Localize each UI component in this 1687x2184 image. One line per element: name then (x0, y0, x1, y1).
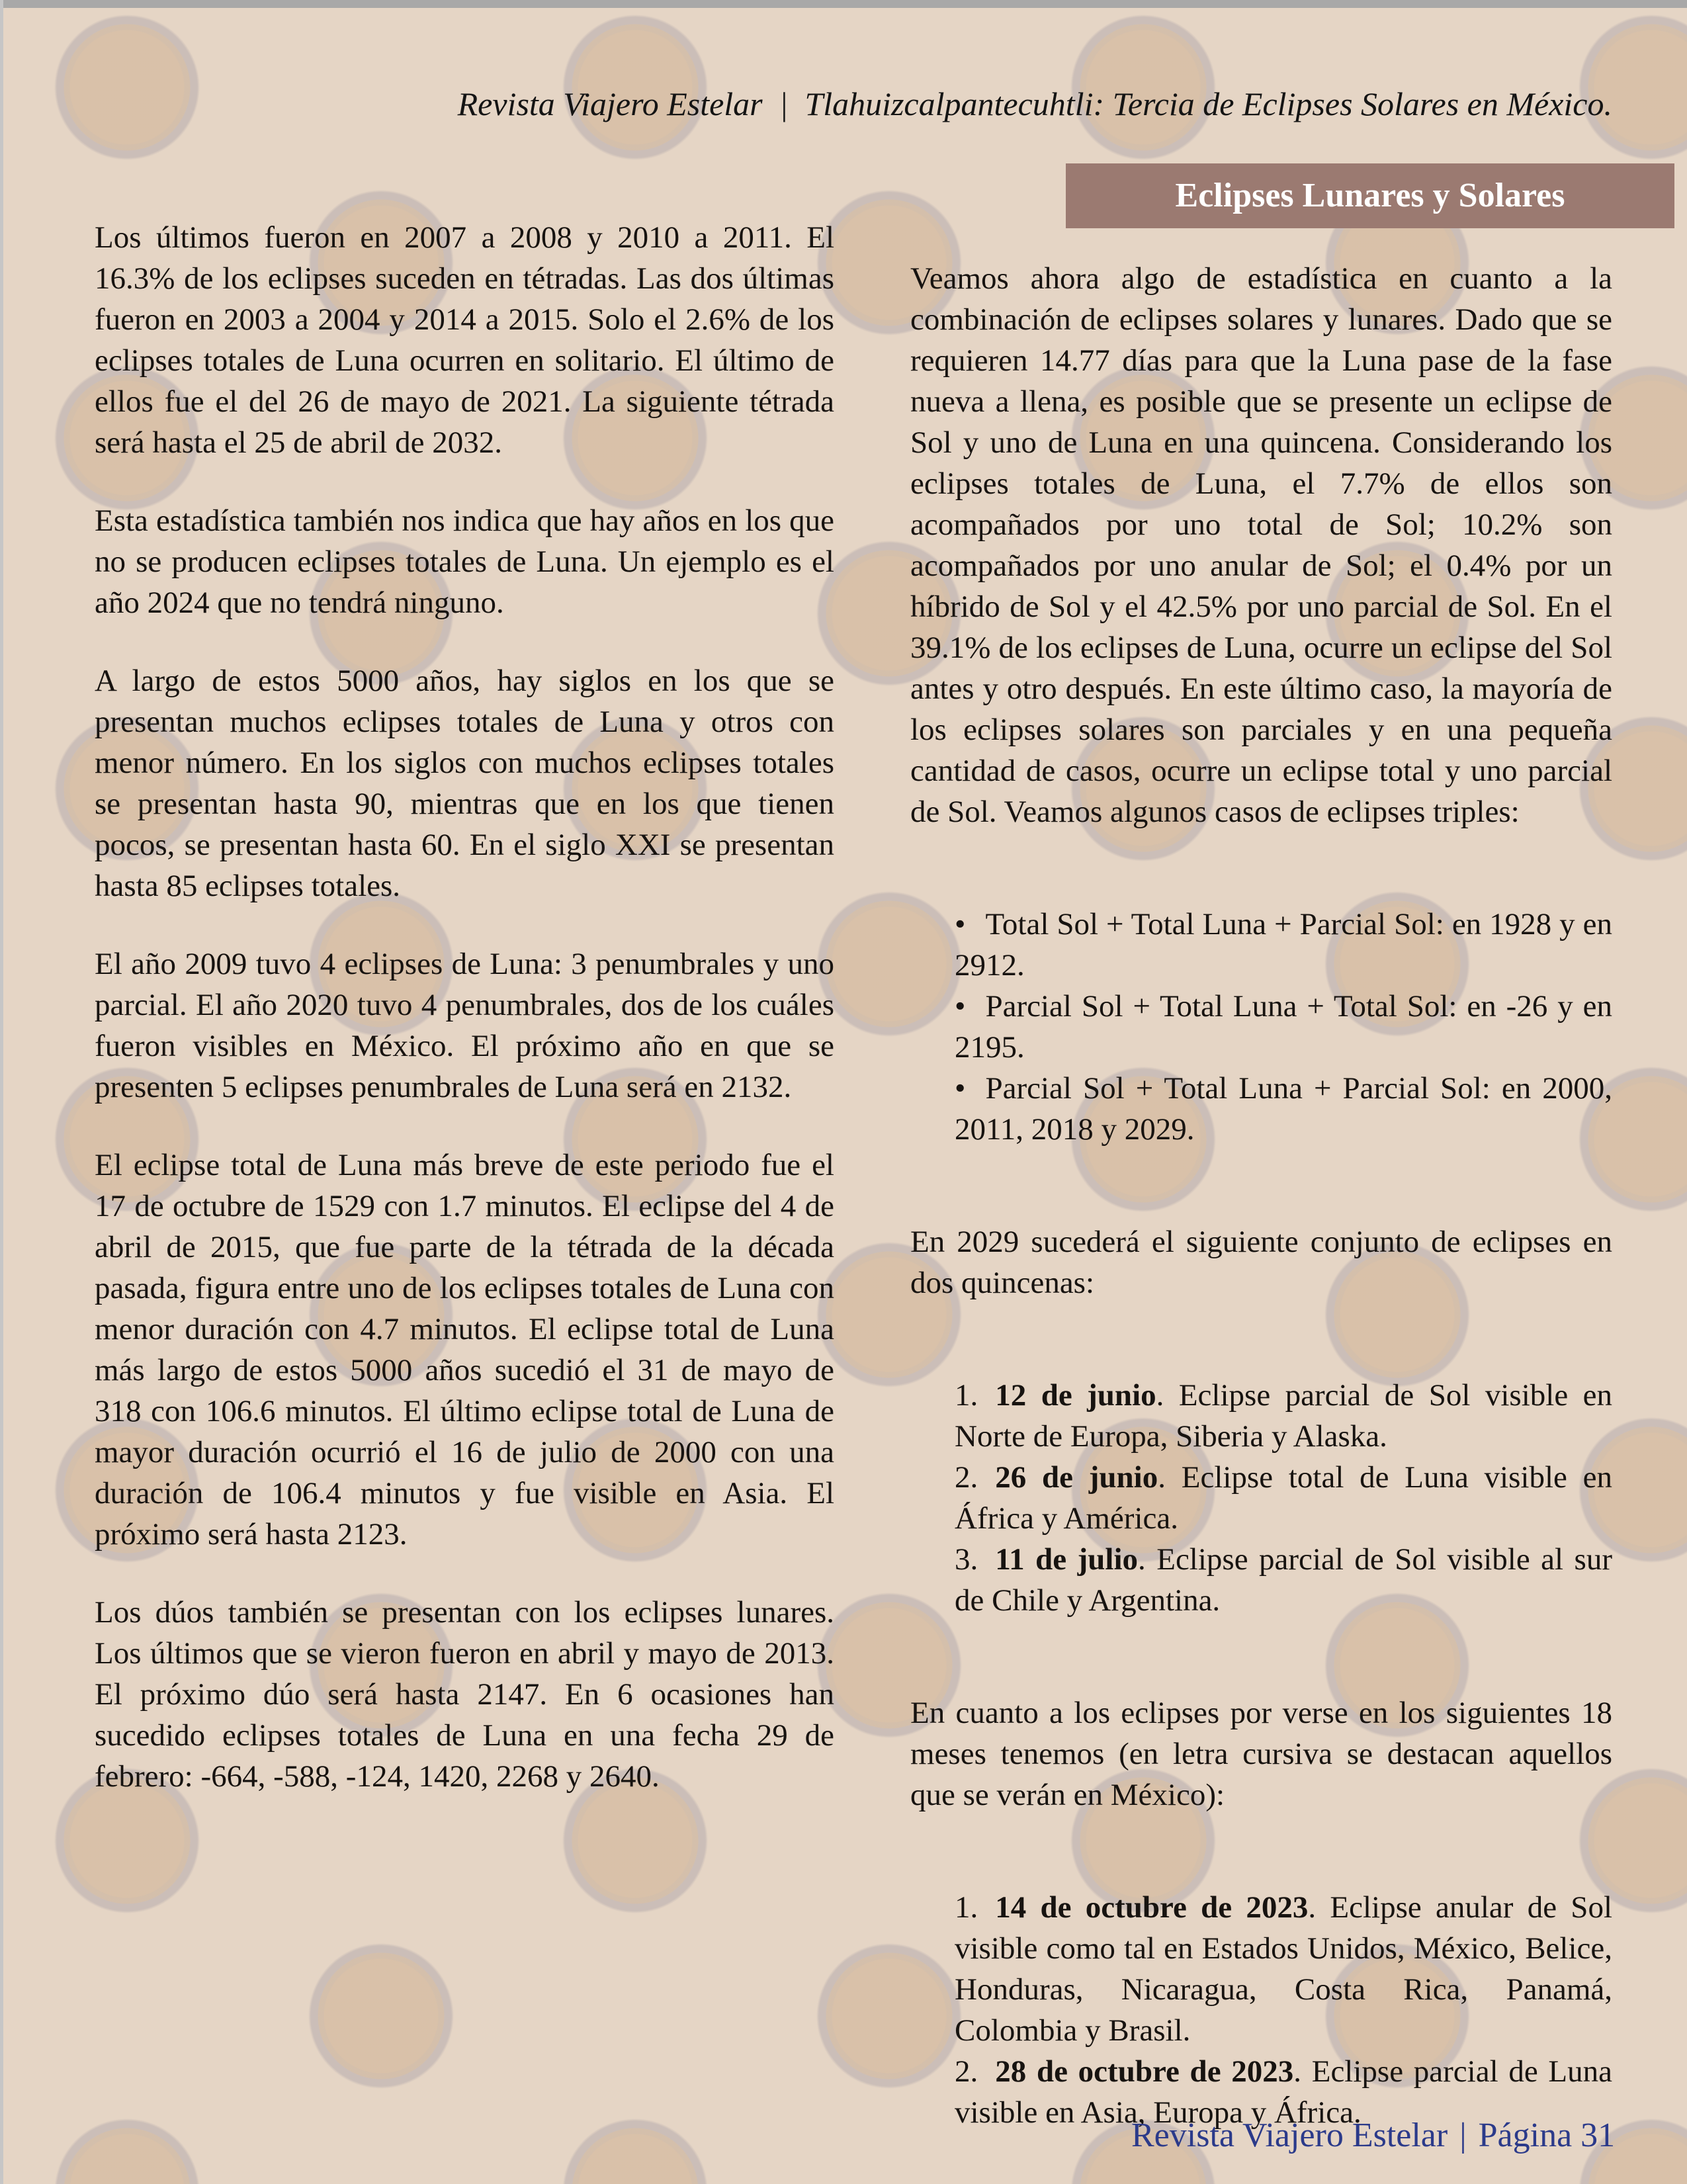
eclipses-2029-numbered-list (910, 1375, 1612, 1621)
bullet-glyph: • (955, 907, 966, 941)
list-item (955, 1457, 1612, 1539)
paragraph: A largo de estos 5000 años, hay siglos en los que se presentan muchos eclipses totales de Luna y otros con menor número. En los siglos con muchos eclipses totales se presentan hasta 90, mientras que en los que tienen pocos, se presentan hasta 60. En el siglo XXI se presentan hasta 85 eclipses totales. (95, 664, 834, 903)
paragraph: Los dúos también se presentan con los eclipses lunares. Los últimos que se vieron fueron en abril y mayo de 2013. El próximo dúo será hasta 2147. En 6 ocasiones han sucedido eclipses totales de Luna en una fecha 29 de febrero: -664, -588, -124, 1420, 2268 y 2640. (95, 1595, 834, 1794)
paragraph: En cuanto a los eclipses por verse en los siguientes 18 meses tenemos (en letra cursiva se destacan aquellos que se verán en México): (910, 1696, 1612, 1812)
paragraph: Esta estadística también nos indica que hay años en los que no se producen eclipses totales de Luna. Un ejemplo es el año 2024 que no tendrá ninguno. (95, 503, 834, 620)
bullet-glyph: • (955, 1071, 966, 1106)
list-item (955, 1539, 1612, 1621)
paragraph: Los últimos fueron en 2007 a 2008 y 2010 a 2011. El 16.3% de los eclipses suceden en tétradas. Las dos últimas fueron en 2003 a 2004 y 2014 a 2015. Solo el 2.6% de los eclipses totales de Luna ocurren en solitario. El último de ellos fue el del 26 de mayo de 2021. La siguiente tétrada será hasta el 25 de abril de 2032. (95, 220, 834, 460)
left-column (95, 217, 834, 1797)
list-item (955, 1887, 1612, 2051)
list-item-text: . Eclipse parcial de Sol visible en Norte de Europa, Siberia y Alaska. (955, 1378, 1612, 1454)
footer-magazine-name: Revista Viajero Estelar (1131, 2117, 1448, 2154)
running-header: Revista Viajero Estelar | Tlahuizcalpantecuhtli: Tercia de Eclipses Solares en México. (457, 85, 1612, 122)
section-banner (1066, 163, 1674, 228)
item-number: 2. (955, 2054, 978, 2089)
list-item-text: Parcial Sol + Total Luna + Parcial Sol: en 2000, 2011, 2018 y 2029. (955, 1071, 1612, 1147)
triple-eclipse-bullet-list (910, 904, 1612, 1150)
page-footer (1131, 2116, 1615, 2156)
section-title: Eclipses Lunares y Solares (1175, 177, 1565, 214)
list-item-text: . Eclipse total de Luna visible en África y América. (955, 1460, 1612, 1536)
next-18-months-numbered-list (910, 1887, 1612, 2133)
item-number: 1. (955, 1378, 978, 1413)
list-item-text: Parcial Sol + Total Luna + Total Sol: en -26 y en 2195. (955, 989, 1612, 1065)
item-date: 11 de julio (995, 1542, 1139, 1577)
paragraph: Veamos ahora algo de estadística en cuanto a la combinación de eclipses solares y lunares. Dado que se requieren 14.77 días para que la Luna pase de la fase nueva a llena, es posible que se presente un eclipse de Sol y uno de Luna en una quincena. Considerando los eclipses totales de Luna, el 7.7% de ellos son acompañados por uno total de Sol; 10.2% son acompañados por uno anular de Sol; el 0.4% por un híbrido de Sol y el 42.5% por uno parcial de Sol. En el 39.1% de los eclipses de Luna, ocurre un eclipse del Sol antes y otro después. En este último caso, la mayoría de los eclipses solares son parciales y en una pequeña cantidad de casos, ocurre un eclipse total y uno parcial de Sol. Veamos algunos casos de eclipses triples: (910, 261, 1612, 829)
item-number: 3. (955, 1542, 978, 1577)
list-item (955, 986, 1612, 1068)
item-date: 26 de junio (995, 1460, 1158, 1495)
list-item (955, 1068, 1612, 1150)
item-date: 12 de junio (995, 1378, 1156, 1413)
right-column (910, 258, 1612, 2184)
list-item-text: . Eclipse anular de Sol visible como tal en Estados Unidos, México, Belice, Honduras, Nicaragua, Costa Rica, Panamá, Colombia y Brasil. (955, 1890, 1612, 2048)
page-top-edge (0, 0, 1687, 8)
paragraph: El eclipse total de Luna más breve de este periodo fue el 17 de octubre de 1529 con 1.7 minutos. El eclipse del 4 de abril de 2015, que fue parte de la tétrada de la década pasada, figura entre uno de los eclipses totales de Luna con menor duración con 4.7 minutos. El eclipse total de Luna más largo de estos 5000 años sucedió el 31 de mayo de 318 con 106.6 minutos. El último eclipse total de Luna de mayor duración ocurrió el 16 de julio de 2000 con una duración de 106.4 minutos y fue visible en Asia. El próximo será hasta 2123. (95, 1148, 834, 1551)
list-item-text: . Eclipse parcial de Sol visible al sur de Chile y Argentina. (955, 1542, 1612, 1618)
page-left-edge (0, 0, 3, 2184)
footer-separator: | (1459, 2117, 1467, 2154)
item-number: 2. (955, 1460, 978, 1495)
list-item-text: . Eclipse parcial de Luna visible en Asia, Europa y África. (955, 2054, 1612, 2130)
footer-page-number: Página 31 (1478, 2117, 1616, 2154)
paragraph: En 2029 sucederá el siguiente conjunto de eclipses en dos quincenas: (910, 1225, 1612, 1300)
bullet-glyph: • (955, 989, 966, 1024)
list-item (955, 904, 1612, 986)
paragraph: El año 2009 tuvo 4 eclipses de Luna: 3 penumbrales y uno parcial. El año 2020 tuvo 4 penumbrales, dos de los cuáles fueron visibles en México. El próximo año en que se presenten 5 eclipses penumbrales de Luna será en 2132. (95, 947, 834, 1104)
item-number: 1. (955, 1890, 978, 1925)
item-date: 28 de octubre de 2023 (995, 2054, 1294, 2089)
list-item (955, 1375, 1612, 1457)
item-date: 14 de octubre de 2023 (995, 1890, 1309, 1925)
list-item-text: Total Sol + Total Luna + Parcial Sol: en 1928 y en 2912. (955, 907, 1612, 983)
